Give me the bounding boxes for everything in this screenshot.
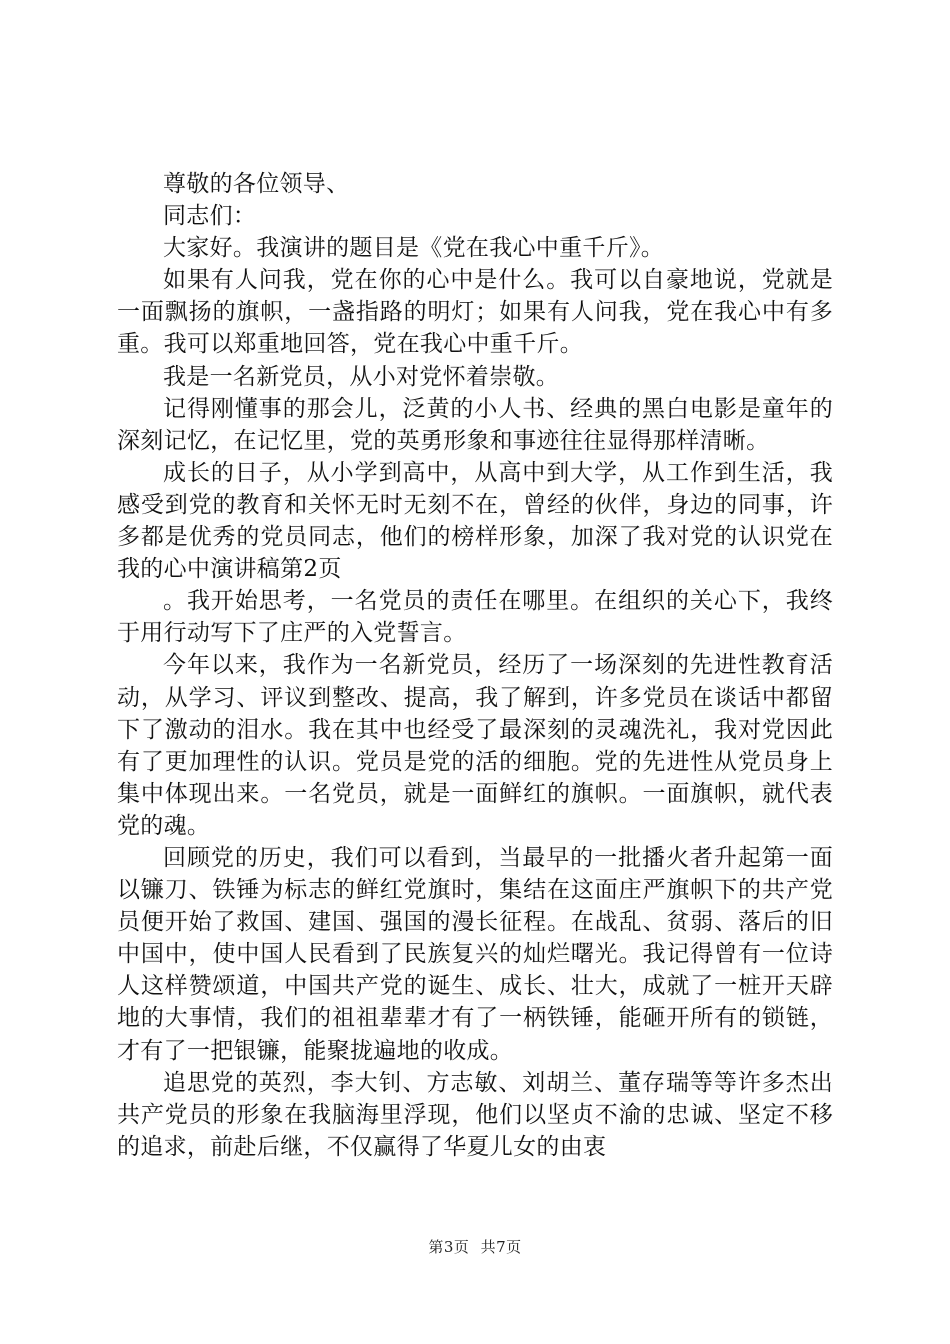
paragraph: 今年以来，我作为一名新党员，经历了一场深刻的先进性教育活动，从学习、评议到整改、提高，我了解到，许多党员在谈话中都留下了激动的泪水。我在其中也经受了最深刻的灵魂洗礼，我对党因此有了更加理性的认识。党员是党的活的细胞。党的先进性从党员身上集中体现出来。一名党员，就是一面鲜红的旗帜。一面旗帜，就代表党的魂。 (117, 652, 833, 839)
salutation-line-2: 同志们： (163, 203, 257, 230)
paragraph: 追思党的英烈，李大钊、方志敏、刘胡兰、董存瑞等等许多杰出共产党员的形象在我脑海里浮现，他们以坚贞不渝的忠诚、坚定不移的追求，前赴后继，不仅赢得了华夏儿女的由衷 (117, 1069, 833, 1160)
paragraph: 如果有人问我，党在你的心中是什么。我可以自豪地说，党就是一面飘扬的旗帜，一盏指路的明灯；如果有人问我，党在我心中有多重。我可以郑重地回答，党在我心中重千斤。 (117, 267, 833, 358)
paragraph: 记得刚懂事的那会儿，泛黄的小人书、经典的黑白电影是童年的深刻记忆，在记忆里，党的英勇形象和事迹往往显得那样清晰。 (117, 395, 833, 454)
paragraph-greeting: 大家好。我演讲的题目是《党在我心中重千斤》。 (163, 235, 665, 262)
salutation-line-1: 尊敬的各位领导、 (163, 171, 350, 197)
page-total: 共7页 (480, 1238, 522, 1256)
page-number: 第3页 (428, 1238, 470, 1256)
page-footer (0, 1236, 950, 1257)
paragraph: 成长的日子，从小学到高中，从高中到大学，从工作到生活，我感受到党的教育和关怀无时无刻不在，曾经的伙伴，身边的同事，许多都是优秀的党员同志，他们的榜样形象，加深了我对党的认识党在我的心中演讲稿第2页 (117, 459, 833, 583)
paragraph: 我是一名新党员，从小对党怀着崇敬。 (163, 363, 560, 390)
paragraph: 。我开始思考，一名党员的责任在哪里。在组织的关心下，我终于用行动写下了庄严的入党誓言。 (117, 588, 833, 647)
paragraph: 回顾党的历史，我们可以看到，当最早的一批播火者升起第一面以镰刀、铁锤为标志的鲜红党旗时，集结在这面庄严旗帜下的共产党员便开始了救国、建国、强国的漫长征程。在战乱、贫弱、落后的旧中国中，使中国人民看到了民族复兴的灿烂曙光。我记得曾有一位诗人这样赞颂道，中国共产党的诞生、成长、壮大，成就了一桩开天辟地的大事情，我们的祖祖辈辈才有了一柄铁锤，能砸开所有的锁链，才有了一把银镰，能聚拢遍地的收成。 (117, 844, 833, 1064)
speech-body (117, 168, 833, 1163)
